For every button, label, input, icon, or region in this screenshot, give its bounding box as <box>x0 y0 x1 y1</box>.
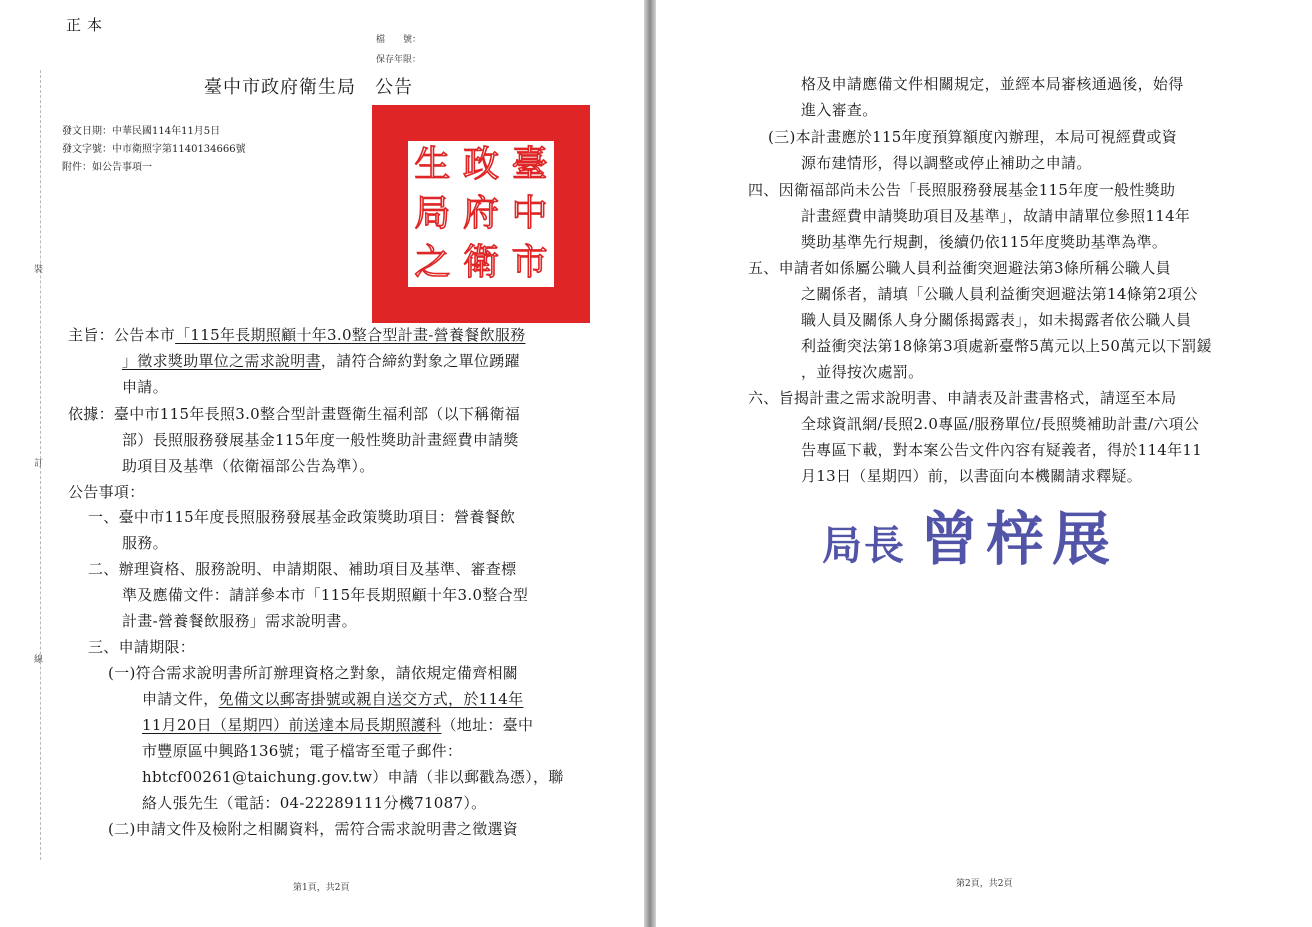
binding-mark: 訂 <box>34 459 44 469</box>
underlined-text: 「115年長期照顧十年3.0整合型計畫-營養餐飲服務 <box>175 326 526 344</box>
text-segment: 公告事項： <box>68 483 145 501</box>
text-segment: 申請文件， <box>142 690 219 708</box>
underlined-text: 11月20日（星期四）前送達本局長期照護科 <box>142 716 442 734</box>
text-line: (三)本計畫應於115年度預算額度內辦理，本局可視經費或資 <box>768 128 1178 146</box>
text-line <box>122 376 168 397</box>
attachment-note: 附件：如公告事項一 <box>62 162 152 173</box>
text-segment: 市豐原區中興路136號；電子檔寄至電子郵件： <box>142 742 463 760</box>
text-segment: (二)申請文件及檢附之相關資料，需符合需求說明書之徵選資 <box>108 820 519 838</box>
text-line <box>142 688 523 709</box>
seal-character: 之 <box>414 241 451 283</box>
director-signature <box>822 492 1118 576</box>
original-copy-mark: 正本 <box>66 16 109 34</box>
text-line <box>88 506 515 527</box>
text-line: 全球資訊網/長照2.0專區/服務單位/長照獎補助計畫/六項公 <box>801 415 1200 433</box>
seal-character: 市 <box>511 241 548 283</box>
text-segment: ，請符合締約對象之單位踴躍 <box>320 352 520 370</box>
text-line: ，並得按次處罰。 <box>801 363 924 381</box>
page-gutter <box>644 0 656 927</box>
page-footer: 第2頁，共2頁 <box>956 879 1013 889</box>
text-segment: 準及應備文件：請詳參本市「115年長期照顧十年3.0整合型 <box>122 586 529 604</box>
seal-character: 衛 <box>462 241 499 283</box>
seal-character: 臺 <box>511 144 548 186</box>
page-title: 臺中市政府衛生局 公告 <box>204 77 413 98</box>
text-line <box>68 481 145 502</box>
text-line <box>142 766 564 787</box>
seal-column <box>408 141 457 287</box>
text-line <box>122 532 168 553</box>
text-segment: 部）長照服務發展基金115年度一般性獎助計畫經費申請獎 <box>122 431 519 449</box>
text-line: 獎助基準先行規劃，後續仍依115年度獎助基準為準。 <box>801 233 1168 251</box>
text-line <box>68 324 525 345</box>
binding-mark: 裝 <box>34 265 44 275</box>
text-line: 源布建情形，得以調整或停止補助之申請。 <box>801 154 1092 172</box>
text-line <box>108 662 518 683</box>
seal-column <box>505 141 554 287</box>
page-2 <box>656 0 1312 927</box>
text-line <box>122 350 520 371</box>
text-line: 利益衝突法第18條第3項處新臺幣5萬元以上50萬元以下罰鍰 <box>801 337 1212 355</box>
text-line: 告專區下載，對本案公告文件內容有疑義者，得於114年11 <box>801 441 1203 459</box>
underlined-text: 」徵求獎助單位之需求說明書 <box>122 352 321 370</box>
binding-mark: 線 <box>34 655 44 665</box>
official-seal <box>372 105 590 323</box>
text-segment: 依據：臺中市115年長照3.0整合型計畫暨衛生福利部（以下稱衛福 <box>68 405 521 423</box>
text-segment: （地址：臺中 <box>441 716 534 734</box>
seal-character: 局 <box>414 192 451 234</box>
text-line <box>108 818 518 839</box>
text-line: 計畫經費申請獎助項目及基準」，故請申請單位參照114年 <box>801 207 1191 225</box>
underlined-text: 免備文以郵寄掛號或親自送交方式，於114年 <box>218 690 524 708</box>
text-segment: 服務。 <box>122 534 168 552</box>
text-segment: 絡人張先生（電話：04-22289111分機71087）。 <box>142 794 487 812</box>
text-segment: 三、申請期限： <box>88 638 196 656</box>
file-number-label: 檔 號： <box>376 35 422 45</box>
text-line <box>142 740 462 761</box>
text-segment: 二、辦理資格、服務說明、申請期限、補助項目及基準、審查標 <box>88 560 517 578</box>
retention-period-label: 保存年限： <box>376 55 422 65</box>
text-line: 格及申請應備文件相關規定，並經本局審核通過後，始得 <box>801 75 1184 93</box>
seal-character: 生 <box>414 144 451 186</box>
issue-date: 發文日期：中華民國114年11月5日 <box>62 126 221 137</box>
text-segment: 計畫-營養餐飲服務」需求說明書。 <box>122 612 357 630</box>
text-line <box>122 584 528 605</box>
text-line <box>122 610 357 631</box>
text-line: 職人員及關係人身分關係揭露表」，如未揭露者依公職人員 <box>801 311 1192 329</box>
text-line <box>122 429 519 450</box>
text-segment: 申請。 <box>122 378 168 396</box>
seal-character: 中 <box>511 192 548 234</box>
signature-title: 局長 <box>822 523 906 569</box>
text-line: 四、因衛福部尚未公告「長照服務發展基金115年度一般性獎助 <box>748 181 1176 199</box>
document-number: 發文字號：中市衛照字第1140134666號 <box>62 144 246 155</box>
text-line: 月13日（星期四）前，以書面向本機關請求釋疑。 <box>801 467 1142 485</box>
text-segment: 一、臺中市115年度長照服務發展基金政策獎助項目：營養餐飲 <box>88 508 516 526</box>
text-line <box>88 558 516 579</box>
text-line: 五、申請者如係屬公職人員利益衝突迴避法第3條所稱公職人員 <box>748 259 1171 277</box>
text-line: 進入審查。 <box>801 101 878 119</box>
page-footer: 第1頁，共2頁 <box>293 883 350 893</box>
seal-column <box>457 141 506 287</box>
text-segment: 助項目及基準（依衛福部公告為準）。 <box>122 457 375 475</box>
seal-character: 政 <box>462 144 499 186</box>
text-segment: hbtcf00261@taichung.gov.tw）申請（非以郵戳為憑），聯 <box>142 768 564 786</box>
text-segment: 主旨：公告本市 <box>68 326 176 344</box>
seal-character: 府 <box>462 192 499 234</box>
text-segment: (一)符合需求說明書所訂辦理資格之對象，請依規定備齊相關 <box>108 664 519 682</box>
signature-name: 曾梓展 <box>920 505 1119 573</box>
text-line <box>88 636 195 657</box>
text-line <box>122 455 375 476</box>
text-line <box>142 714 533 735</box>
text-line <box>142 792 486 813</box>
text-line <box>68 403 520 424</box>
text-line: 六、旨揭計畫之需求說明書、申請表及計畫書格式，請逕至本局 <box>748 389 1177 407</box>
text-line: 之關係者，請填「公職人員利益衝突迴避法第14條第2項公 <box>801 285 1198 303</box>
page-1 <box>0 0 644 927</box>
